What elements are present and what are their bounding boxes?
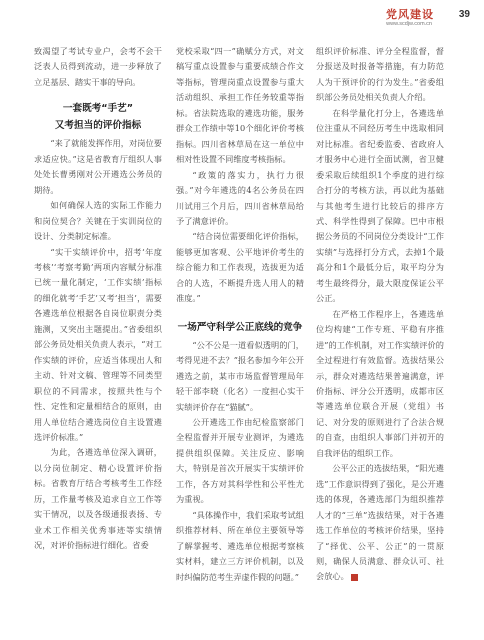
- paragraph: “结合岗位需要细化评价指标，能够更加客观、公平地评价考生的综合能力和工作表现，选拔更为适合的人选，不断提升选人用人的精准度。”: [176, 231, 304, 304]
- section-heading-line-2: 又考担当的评价指标: [54, 120, 142, 132]
- page-number: 39: [458, 9, 470, 20]
- text-column-1: [34, 44, 162, 554]
- paragraph: “具体操作中，我们采取考试组织推荐材料、所在单位主要领导等了解掌握考、遴选单位根据考察核实材料，建立三方评价机制，以及时纠偏防范考生弄虚作假的问题。”: [176, 509, 304, 582]
- paragraph: 公开遴选工作由纪检监察部门全程监督并开展专业测评，为遴选提供组织保障。关注反应、影响大，特别是首次开展实干实绩评价工作，各方对其科学性和公平性尤为重视。: [176, 416, 304, 505]
- paragraph: 为此，各遴选单位深入调研，以分岗位制定、精心设置评价指标。省教育厅结合考核考生工作经历，工作量考核及追求自立工作等实干情况，以及各级通报表扬、专业术工作相关优秀事迹等实绩情况，对评价指标进行细化。省委: [34, 447, 162, 551]
- paragraph-text: 公平公正的选拔结果，“阳光遴选”工作意识得到了强化，是公开遴选的体现，各遴选部门为组织推荐人才的“三单”选拔结果，对于各遴选工作单位的考核评价结果，坚持了“择优、公平、公正”的一贯原则，确保人员满意、群众认可、社会放心。: [316, 463, 444, 582]
- paragraph: 致渴望了考试专业户，会考不会干泛表人员得到流动，进一步释放了立足基层、踏实干事的导向。: [34, 46, 162, 87]
- section-heading-line-1: 一套既考“手艺”: [62, 103, 134, 115]
- paragraph: “实干实绩评价中，招考‘年度考核’‘考察考勤’两项内容赋分标准已统一量化制定，‘工作实绩’指标的细化就考‘手艺’又考‘担当’，需要各遴选单位根据各自岗位职责分类施测，又突出主题提出。”省委组织部公务员处相关负责人表示，“对工作实绩的评价，应适当体现出人和主动、针对文稿、管理等不同类型职位的不同需求，按照共性与个性、定性和定量相结合的原则，由用人单位结合遴选岗位自主设置遴选评价标准。”: [34, 246, 162, 442]
- page-header: [0, 0, 484, 34]
- paragraph: “政策的落实力，执行力很强。”对今年遴选的4名公务员在四川试用三个月后，四川省林草局给予了满意评价。: [176, 169, 304, 226]
- section-heading: 一场严守科学公正底线的竞争: [177, 321, 303, 333]
- paragraph: “来了就能发挥作用，对岗位要求适应快。”这是省教育厅组织人事处处长曹勇刚对公开遴选公务员的期待。: [34, 138, 162, 195]
- magazine-url: www.scdjw.com.cn: [386, 21, 432, 27]
- paragraph: 如何确保人选的实际工作能力和岗位契合？关键在于实训岗位的设计、分类制定标准。: [34, 200, 162, 242]
- text-column-3: [316, 44, 444, 585]
- paragraph: [316, 461, 444, 585]
- paragraph: 组织评价标准、评分全程监督，督分报送及时报备等措施，有力防范人为干预评价的行为发生。”省委组织部公务员处相关负责人介绍。: [316, 46, 444, 103]
- paragraph: 党校采取“四一”确赋分方式，对文稿写重点设置参与重要成绩合作文等指标，管理岗重点设置参与重大活动组织、承担工作任务较重等指标。省法院选取的遴选功能，服务群众工作绩中等10个细化评价考核指标。四川省林草局在这一单位中相对性设置不同维度考核指标。: [176, 46, 304, 165]
- magazine-brand: 党风建设: [386, 8, 434, 21]
- paragraph: 在严格工作程序上，各遴选单位均构建“工作专班、平稳有序推进”的工作机制，对工作实绩评价的全过程进行有效监督。选拔结果公示，群众对遴选结果普遍满意，评价指标、评分公开透明，成都市区等遴选单位联合开展（党组）书记、对分发的原则进行了合法合规的自查，由组织人事部门并初开的自我评估的组织工作。: [316, 308, 444, 458]
- paragraph: 在科学量化打分上，各遴选单位注重从不同经历考生中选取相同对比标准。省纪委监委、省政府人才服务中心进行全面试测，省卫健委采取后续组织1个季度的进行综合打分的考核方法，再以此为基础与其他考生进行比较后的排序方式、科学性得到了保障。巴中市根据公务员的不同岗位分类设计“工作实绩”与选择打分方式，去掉1个最高分和1个最低分后，取平均分为考生最终得分，最大限度保证公平公正。: [316, 107, 444, 304]
- text-column-2: [176, 44, 304, 585]
- paragraph: “公不公是一道看似透明的门，考得见进不去？”报名参加今年公开遴选之前，某市市场监督管理局年轻干部李晓（化名）一度担心实干实绩评价存在“猫腻”。: [176, 339, 304, 412]
- article-end-mark-icon: [351, 574, 358, 581]
